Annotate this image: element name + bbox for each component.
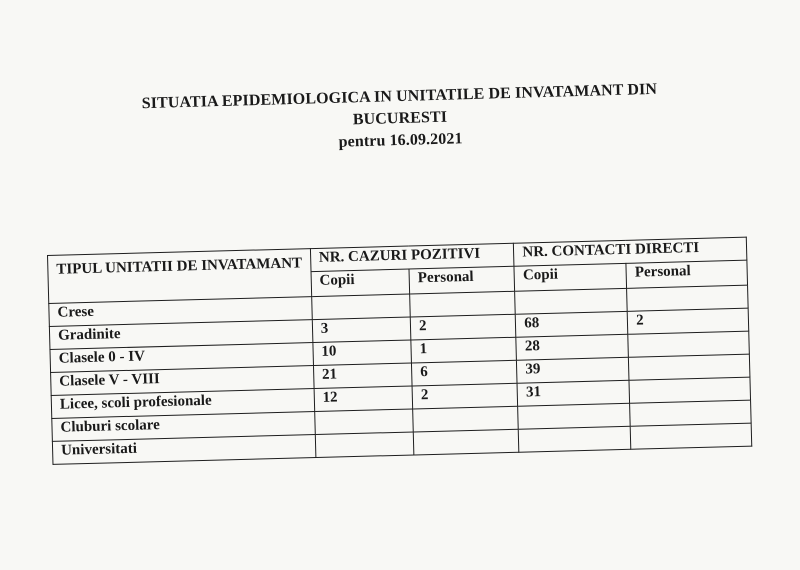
contacts-staff-cell: [630, 423, 751, 449]
contacts-children-cell: 28: [516, 334, 629, 360]
positive-children-cell: 12: [314, 386, 413, 412]
row-type-cell: Clasele V - VIII: [51, 366, 314, 396]
contacts-staff-cell: [629, 377, 750, 403]
positive-staff-cell: 2: [410, 314, 516, 340]
positive-staff-cell: [410, 291, 516, 317]
positive-staff-cell: [413, 406, 519, 432]
positive-staff-cell: 1: [411, 337, 517, 363]
contacts-staff-cell: [630, 400, 751, 426]
title-date: pentru 16.09.2021: [338, 130, 463, 151]
contacts-children-cell: 31: [517, 380, 630, 406]
contacts-staff-cell: [628, 331, 749, 357]
contacts-staff-cell: [627, 285, 748, 311]
column-group-positive-cases: NR. CAZURI POZITIVI: [310, 243, 514, 271]
positive-children-cell: 3: [312, 317, 411, 343]
contacts-children-cell: [515, 288, 628, 314]
positive-children-cell: [314, 409, 413, 435]
positive-staff-cell: 2: [412, 383, 518, 409]
row-type-cell: Cluburi scolare: [52, 412, 315, 442]
contacts-staff-cell: [629, 354, 750, 380]
positive-staff-cell: 6: [412, 360, 518, 386]
row-type-cell: Licee, scoli profesionale: [51, 389, 314, 419]
contacts-children-cell: [519, 426, 632, 452]
positive-children-cell: 10: [313, 340, 412, 366]
positive-children-cell: 21: [313, 363, 412, 389]
row-type-cell: Crese: [49, 297, 312, 327]
epidemiology-table: [47, 237, 752, 465]
contacts-children-cell: 68: [515, 311, 628, 337]
subheader-positive-children: Copii: [311, 269, 410, 297]
title-line-1: SITUATIA EPIDEMIOLOGICA IN UNITATILE DE INVATAMANT DIN: [141, 80, 658, 113]
subheader-positive-staff: Personal: [409, 266, 515, 294]
positive-children-cell: [315, 432, 414, 458]
contacts-children-cell: [518, 403, 631, 429]
title-line-2: BUCURESTI: [352, 108, 448, 129]
contacts-children-cell: 39: [517, 357, 630, 383]
row-type-cell: Clasele 0 - IV: [50, 343, 313, 373]
document-heading: [89, 77, 711, 160]
row-type-cell: Gradinite: [49, 320, 312, 350]
positive-children-cell: [311, 294, 410, 320]
contacts-staff-cell: 2: [627, 308, 748, 334]
positive-staff-cell: [413, 429, 519, 455]
subheader-contacts-staff: Personal: [626, 260, 747, 288]
column-group-direct-contacts: NR. CONTACTI DIRECTI: [514, 237, 747, 266]
row-type-cell: Universitati: [52, 435, 315, 465]
column-header-type: TIPUL UNITATII DE INVATAMANT: [48, 249, 312, 304]
epidemiology-table-container: [47, 237, 752, 465]
subheader-contacts-children: Copii: [514, 263, 627, 291]
